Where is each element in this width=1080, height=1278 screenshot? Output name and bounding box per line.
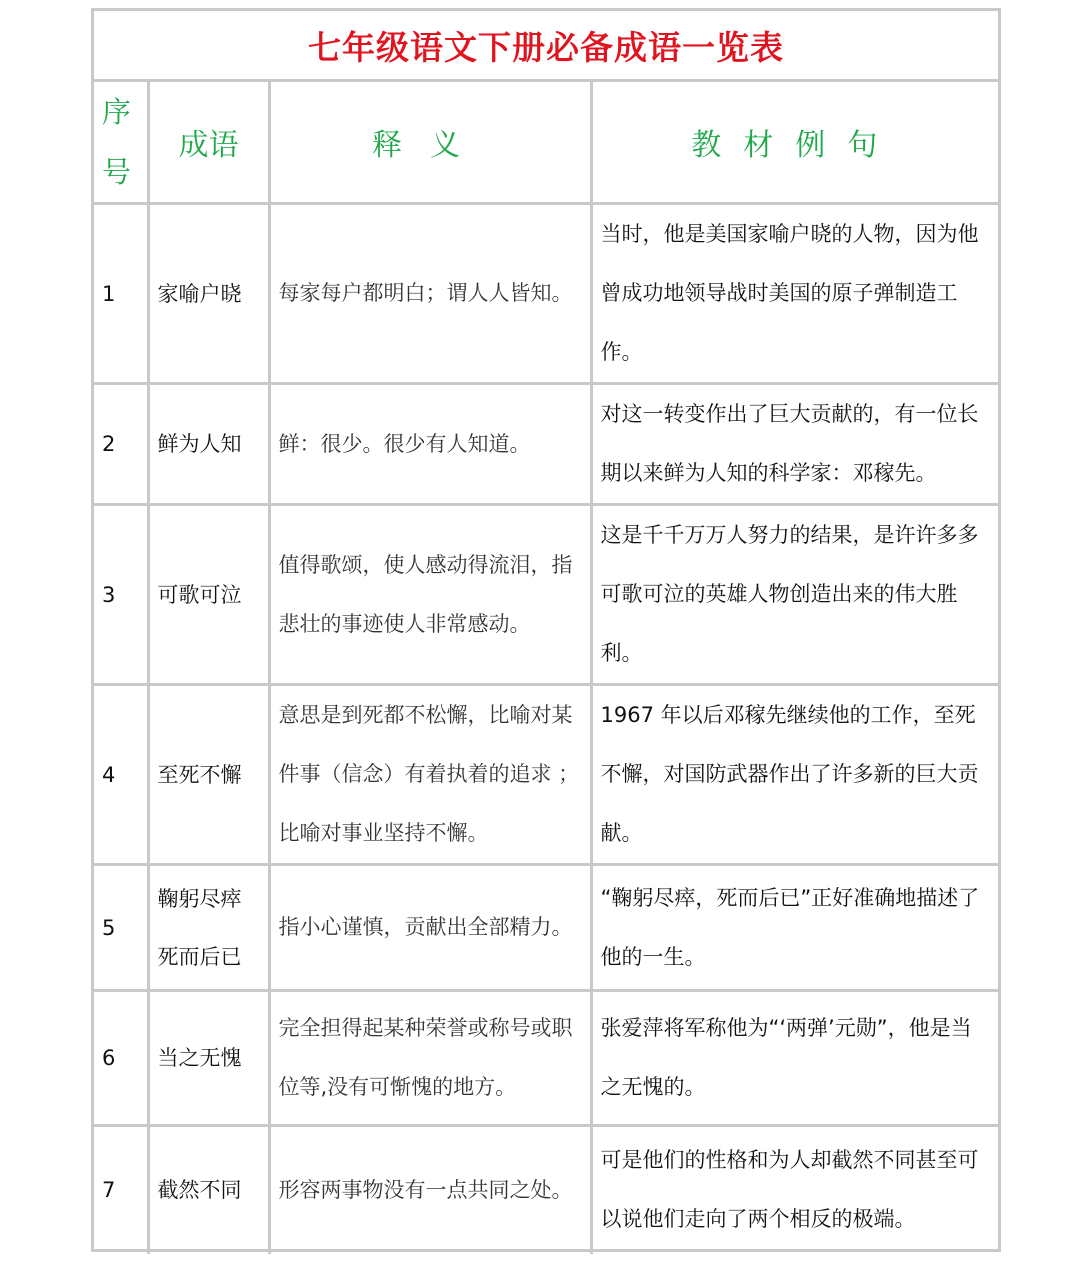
table-header-row [94, 82, 998, 204]
row-number: 7 [94, 1126, 148, 1254]
header-example: 教材例句 [591, 82, 998, 204]
table-row [94, 991, 998, 1126]
row-meaning: 值得歌颂，使人感动得流泪，指悲壮的事迹使人非常感动。 [269, 505, 591, 685]
row-meaning: 形容两事物没有一点共同之处。 [269, 1126, 591, 1254]
row-idiom [148, 865, 269, 991]
row-idiom [148, 384, 269, 505]
row-meaning: 完全担得起某种荣誉或称号或职位等,没有可惭愧的地方。 [269, 991, 591, 1126]
header-meaning: 释义 [269, 82, 591, 204]
idiom-text: 鞠躬尽瘁 [157, 886, 242, 911]
idiom-text: 截然不同 [157, 1178, 242, 1203]
header-idiom: 成语 [148, 82, 269, 204]
row-idiom [148, 1126, 269, 1254]
row-example: 1967 年以后邓稼先继续他的工作，至死不懈，对国防武器作出了许多新的巨大贡献。 [591, 685, 998, 865]
row-example: 对这一转变作出了巨大贡献的，有一位长期以来鲜为人知的科学家：邓稼先。 [591, 384, 998, 505]
table-row [94, 384, 998, 505]
idiom-text: 至死不懈 [157, 762, 242, 787]
row-number: 5 [94, 865, 148, 991]
table-row [94, 204, 998, 384]
table-row [94, 1126, 998, 1254]
row-example: 可是他们的性格和为人却截然不同甚至可以说他们走向了两个相反的极端。 [591, 1126, 998, 1254]
idiom-table [94, 82, 998, 1254]
row-idiom [148, 505, 269, 685]
row-number: 2 [94, 384, 148, 505]
idiom-text: 鲜为人知 [157, 432, 242, 456]
table-row [94, 685, 998, 865]
idiom-text: 家喻户晓 [157, 281, 242, 306]
row-idiom [148, 204, 269, 384]
idiom-text: 可歌可泣 [157, 582, 242, 607]
row-number: 3 [94, 505, 148, 685]
row-meaning: 鲜：很少。很少有人知道。 [269, 384, 591, 505]
row-example: 张爱萍将军称他为“‘两弹’元勋”，他是当之无愧的。 [591, 991, 998, 1126]
idiom-text: 死而后已 [157, 944, 242, 969]
header-number: 序号 [94, 82, 148, 204]
row-idiom [148, 991, 269, 1126]
row-meaning: 指小心谨慎，贡献出全部精力。 [269, 865, 591, 991]
idiom-sheet [91, 8, 1001, 1252]
row-example: 当时，他是美国家喻户晓的人物，因为他曾成功地领导战时美国的原子弹制造工作。 [591, 204, 998, 384]
idiom-text: 当之无愧 [157, 1046, 242, 1070]
page-title: 七年级语文下册必备成语一览表 [94, 11, 998, 82]
row-idiom [148, 685, 269, 865]
row-meaning: 意思是到死都不松懈，比喻对某件事（信念）有着执着的追求 ；比喻对事业坚持不懈。 [269, 685, 591, 865]
row-example: 这是千千万万人努力的结果，是许许多多可歌可泣的英雄人物创造出来的伟大胜利。 [591, 505, 998, 685]
row-example: “鞠躬尽瘁，死而后已”正好准确地描述了他的一生。 [591, 865, 998, 991]
row-number: 4 [94, 685, 148, 865]
table-row [94, 505, 998, 685]
row-meaning: 每家每户都明白；谓人人皆知。 [269, 204, 591, 384]
row-number: 6 [94, 991, 148, 1126]
row-number: 1 [94, 204, 148, 384]
table-row [94, 865, 998, 991]
